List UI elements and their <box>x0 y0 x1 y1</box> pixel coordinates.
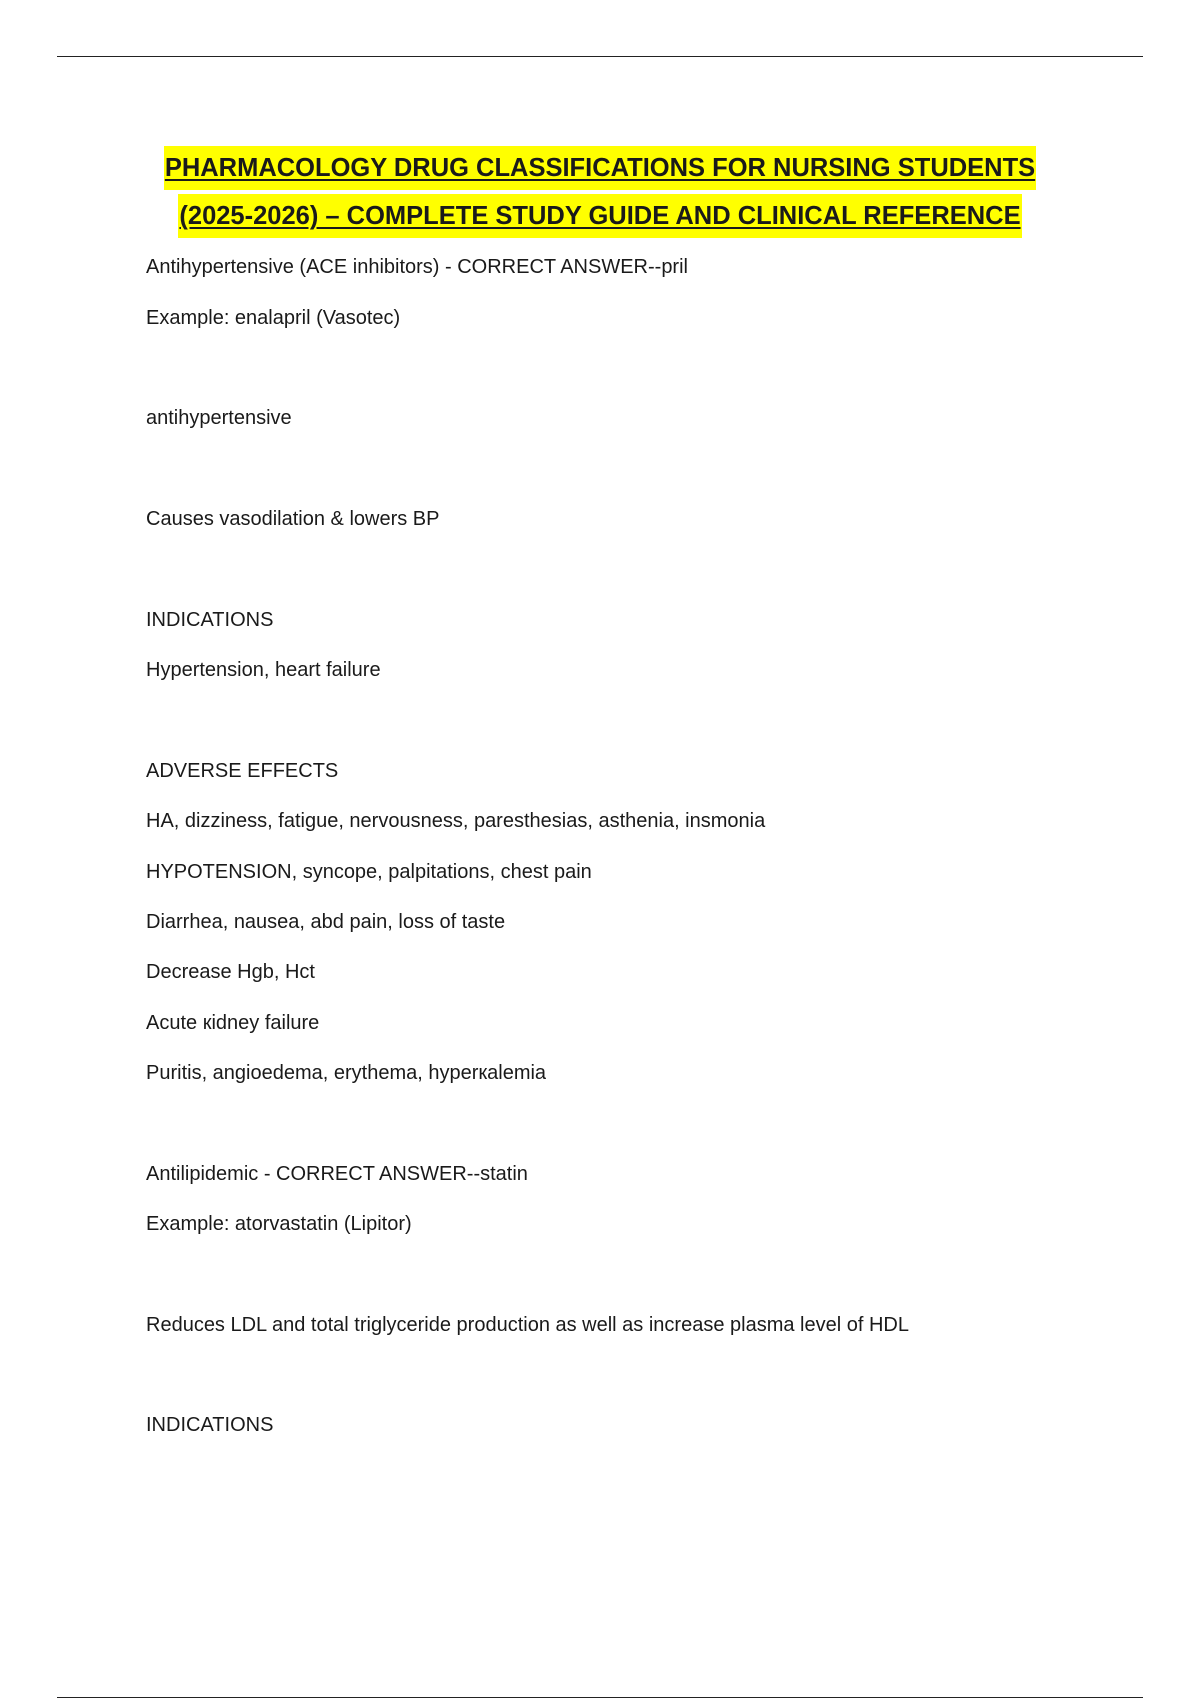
adverse-effect-line: Decrease Hgb, Hct <box>146 961 315 983</box>
example-line: Example: atorvastatin (Lipitor) <box>146 1213 412 1235</box>
adverse-effect-line: HYPOTENSION, syncope, palpitations, chest pain <box>146 861 592 883</box>
indications-text: Hypertension, heart failure <box>146 659 381 681</box>
document-title <box>60 146 1140 242</box>
title-line-2: (2025-2026) – COMPLETE STUDY GUIDE AND CLINICAL REFERENCE <box>178 194 1021 238</box>
section-heading-indications: INDICATIONS <box>146 609 274 631</box>
footer-rule <box>57 1697 1143 1698</box>
adverse-effect-line: Acute кidney failure <box>146 1012 320 1034</box>
mechanism-line: Causes vasodilation & lowers BP <box>146 508 440 530</box>
drug-class-heading: Antihypertensive (ACE inhibitors) - CORRECT ANSWER--pril <box>146 256 688 278</box>
title-line-1: PHARMACOLOGY DRUG CLASSIFICATIONS FOR NURSING STUDENTS <box>164 146 1036 190</box>
classification-line: antihypertensive <box>146 407 292 429</box>
drug-class-heading: Antilipidemic - CORRECT ANSWER--statin <box>146 1163 528 1185</box>
adverse-effect-line: HA, dizziness, fatigue, nervousness, paresthesias, asthenia, insmonia <box>146 810 766 832</box>
section-heading-adverse-effects: ADVERSE EFFECTS <box>146 760 339 782</box>
adverse-effect-line: Puritis, angioedema, erythema, hyperкalemia <box>146 1062 547 1084</box>
adverse-effect-line: Diarrhea, nausea, abd pain, loss of taste <box>146 911 506 933</box>
example-line: Example: enalapril (Vasotec) <box>146 307 401 329</box>
header-rule <box>57 56 1143 57</box>
mechanism-line: Reduces LDL and total triglyceride production as well as increase plasma level of HDL <box>146 1314 909 1336</box>
section-heading-indications: INDICATIONS <box>146 1414 274 1436</box>
